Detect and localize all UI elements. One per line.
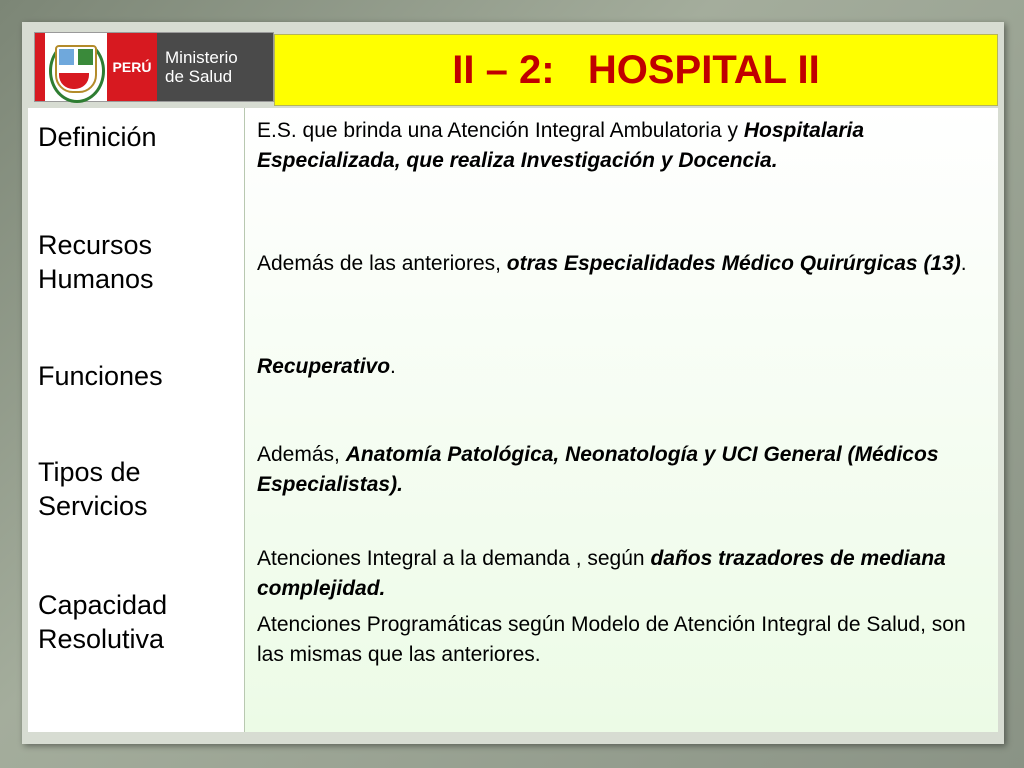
row-text-part: Atenciones Integral a la demanda , según	[257, 547, 651, 570]
logo-peru-label: PERÚ	[107, 33, 157, 101]
row-text-part: .	[960, 252, 967, 275]
logo-ministry-label	[157, 33, 273, 101]
row-text-part: Anatomía Patológica, Neonatología y UCI General (Médicos Especialistas).	[257, 443, 939, 496]
content-column	[244, 108, 998, 732]
row-text-part: .	[390, 355, 396, 378]
slide-title: II – 2: HOSPITAL II	[452, 47, 820, 92]
row-text-tipos-servicios	[257, 440, 987, 500]
row-text-capacidad-extra: Atenciones Programáticas según Modelo de Atención Integral de Salud, son las mismas que las anteriores.	[257, 613, 966, 666]
row-text-part: Hospitalaria Especializada, que realiza Investigación y Docencia.	[257, 119, 865, 172]
row-label-tipos-servicios: Tipos de Servicios	[38, 457, 148, 521]
title-bar	[274, 34, 998, 106]
row-label-definicion: Definición	[38, 122, 157, 152]
ministry-logo	[34, 32, 274, 102]
row-label-recursos-humanos: Recursos Humanos	[38, 230, 154, 294]
row-text-part: Además de las anteriores,	[257, 252, 507, 275]
row-text-funciones	[257, 352, 987, 382]
peru-coat-of-arms-icon	[35, 33, 107, 101]
row-text-recursos-humanos	[257, 249, 987, 279]
row-text-part: Además,	[257, 443, 346, 466]
logo-ministry-line2: de Salud	[165, 67, 233, 86]
row-text-part: otras Especialidades Médico Quirúrgicas (13)	[506, 252, 961, 275]
row-label-capacidad-resolutiva: Capacidad Resolutiva	[38, 590, 168, 654]
row-text-part: E.S. que brinda una Atención Integral Ambulatoria y	[257, 119, 744, 142]
row-text-part: Recuperativo	[257, 355, 391, 378]
row-text-definicion	[257, 116, 987, 176]
row-text-part: daños trazadores de mediana complejidad.	[257, 547, 946, 600]
logo-ministry-line1: Ministerio	[165, 48, 238, 67]
label-column	[28, 108, 244, 732]
row-text-capacidad-resolutiva	[257, 544, 987, 604]
row-label-funciones: Funciones	[38, 361, 163, 391]
